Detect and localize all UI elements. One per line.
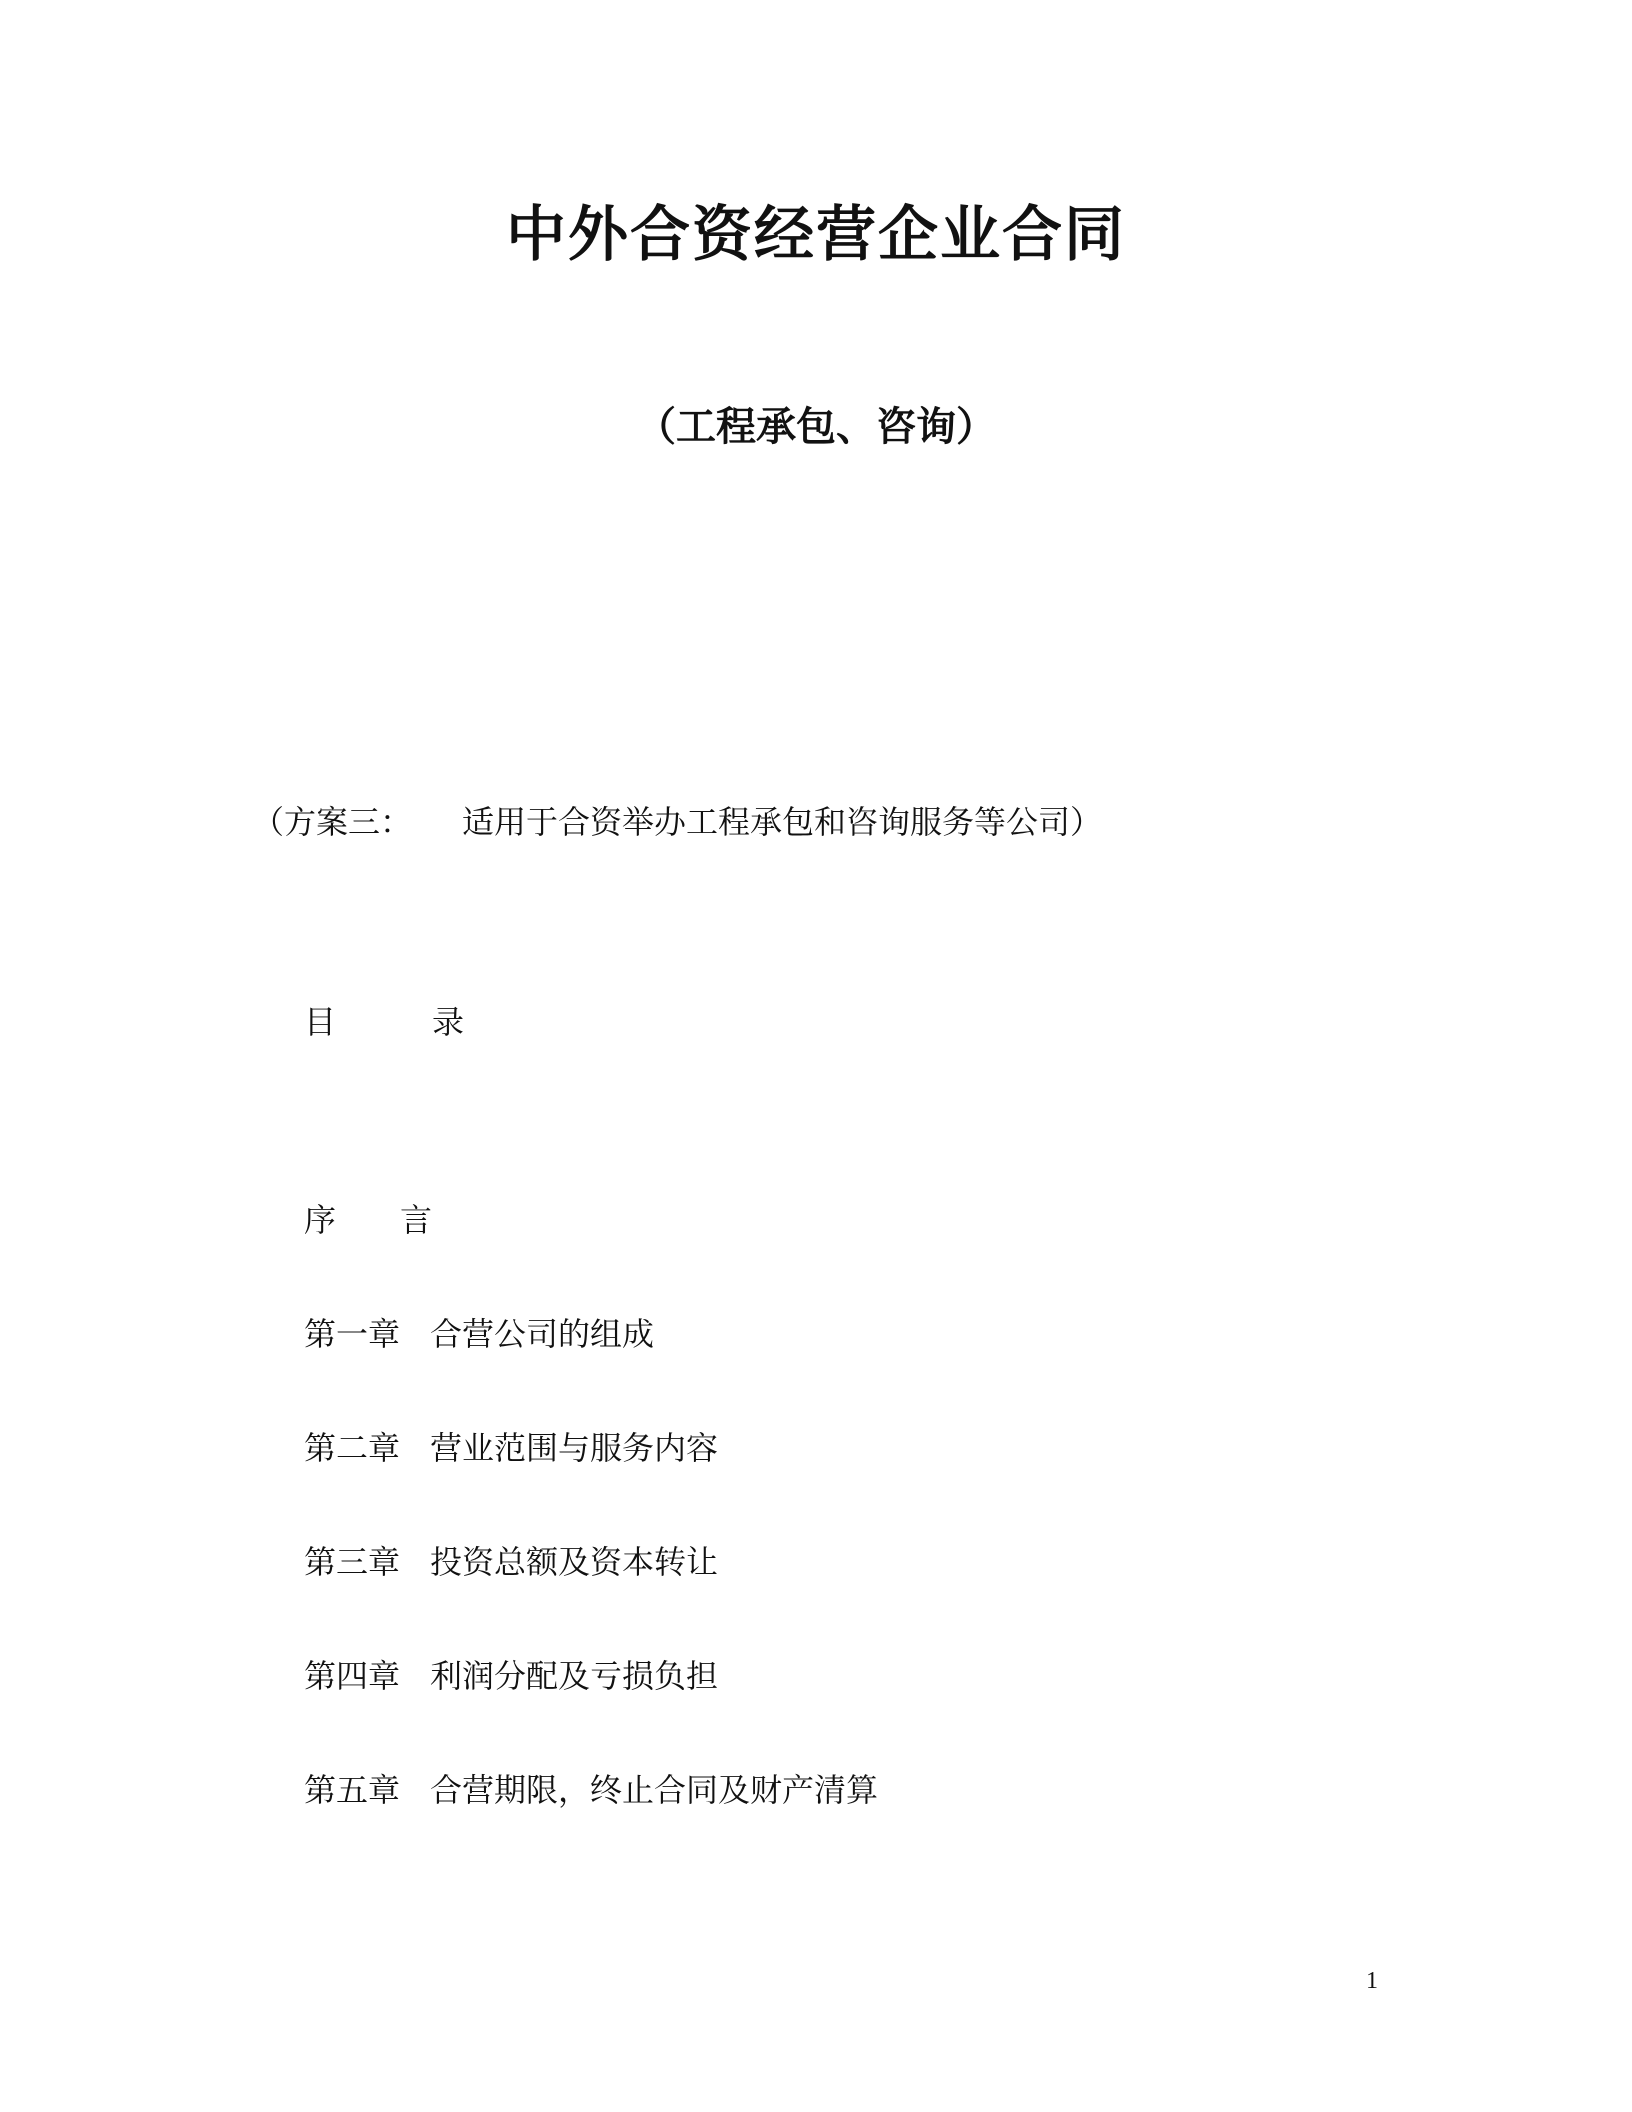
scheme-note xyxy=(252,800,1102,844)
chapter-title: 合营公司的组成 xyxy=(430,1315,655,1353)
toc-heading-right: 录 xyxy=(432,1003,465,1041)
chapter-title: 合营期限，终止合同及财产清算 xyxy=(430,1771,879,1809)
chapter-number: 第四章 xyxy=(304,1657,401,1695)
document-subtitle: （工程承包、咨询） xyxy=(636,404,996,450)
toc-chapter-1 xyxy=(304,1312,654,1356)
scheme-text: 适用于合资举办工程承包和咨询服务等公司） xyxy=(462,803,1103,841)
toc-heading xyxy=(304,1000,464,1044)
scheme-label: （方案三： xyxy=(252,803,413,841)
toc-chapter-5 xyxy=(304,1768,878,1812)
chapter-number: 第三章 xyxy=(304,1543,401,1581)
chapter-title: 营业范围与服务内容 xyxy=(430,1429,719,1467)
chapter-title: 利润分配及亏损负担 xyxy=(430,1657,719,1695)
page-number: 1 xyxy=(1366,1968,1378,1994)
chapter-number: 第五章 xyxy=(304,1771,401,1809)
toc-chapter-2 xyxy=(304,1426,718,1470)
chapter-number: 第一章 xyxy=(304,1315,401,1353)
chapter-title: 投资总额及资本转让 xyxy=(430,1543,719,1581)
document-title: 中外合资经营企业合同 xyxy=(506,200,1126,270)
toc-chapter-3 xyxy=(304,1540,718,1584)
preface-right: 言 xyxy=(400,1201,433,1239)
preface-left: 序 xyxy=(304,1201,337,1239)
toc-chapter-4 xyxy=(304,1654,718,1698)
chapter-number: 第二章 xyxy=(304,1429,401,1467)
toc-preface xyxy=(304,1198,432,1242)
toc-heading-left: 目 xyxy=(304,1003,337,1041)
